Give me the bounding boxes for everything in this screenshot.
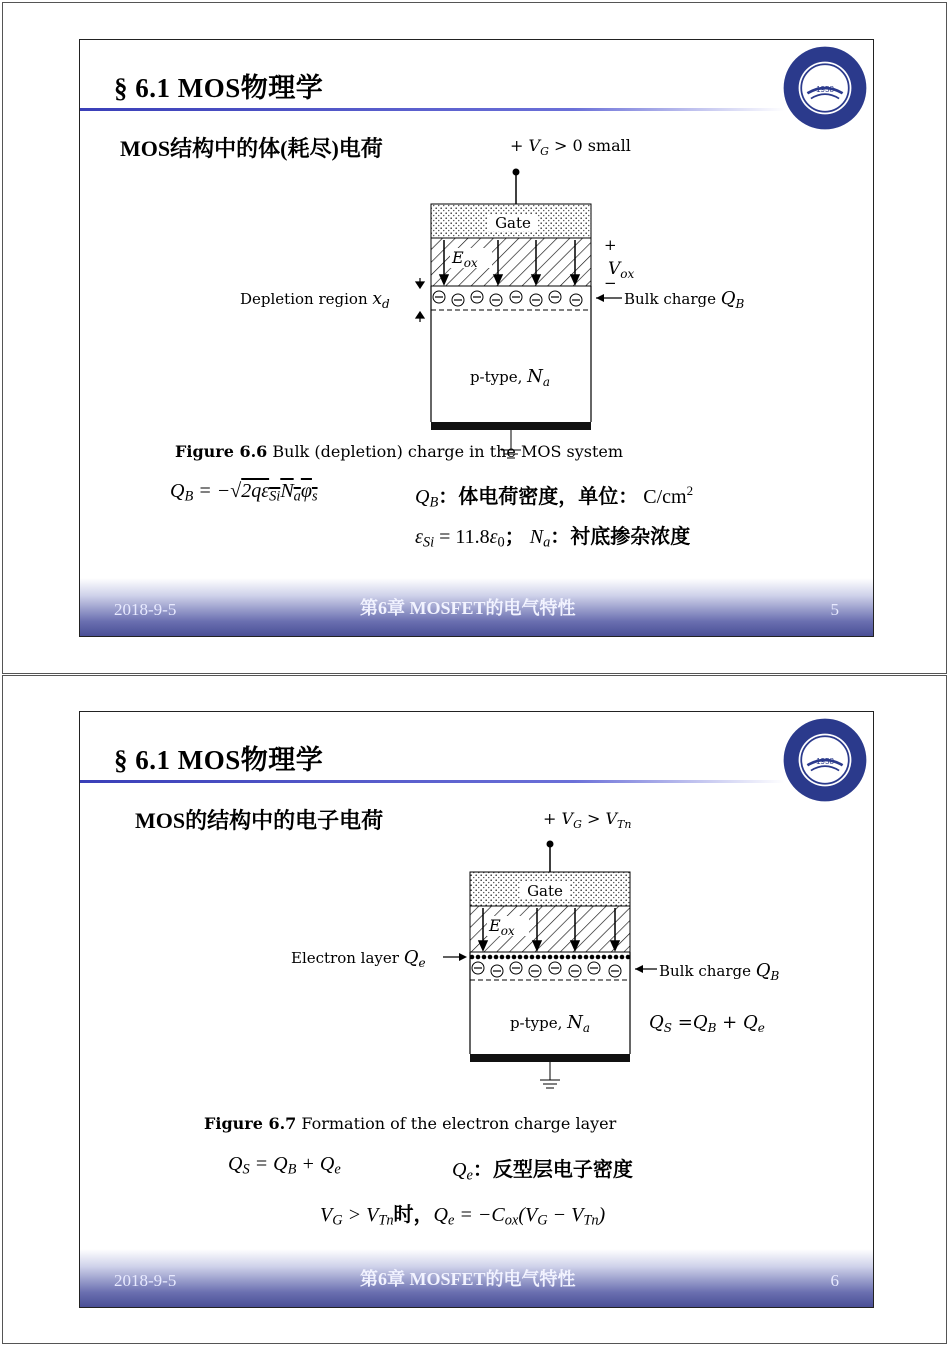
- electron-dot: [488, 955, 493, 960]
- electron-dot: [614, 955, 619, 960]
- equation-qb: $Q_B = -√2q\varepsilon_{Si}N_a\varphi_s$: [170, 480, 318, 505]
- electron-dot: [620, 955, 625, 960]
- equation-qs: $Q_S = Q_B + Q_e$: [228, 1153, 341, 1178]
- vox-label: $V_{ox}$: [608, 259, 635, 281]
- gate-voltage-label: + $V_G > V_{Tn}$: [543, 809, 632, 831]
- mos-electron-layer-figure: [275, 804, 835, 1124]
- slide-5: [79, 39, 874, 637]
- bulk-charge-label: Bulk charge $Q_B$: [659, 960, 780, 983]
- page-sheet-1: [2, 2, 947, 674]
- electron-dot: [536, 955, 541, 960]
- electron-dot: [476, 955, 481, 960]
- bulk-charge-label: Bulk charge $Q_B$: [624, 288, 745, 311]
- electron-dot: [578, 955, 583, 960]
- depletion-region-label: Depletion region $x_d$: [240, 289, 390, 311]
- footer-page-number: 5: [830, 600, 839, 619]
- footer-date: 2018-9-5: [114, 1271, 177, 1290]
- electron-dot: [584, 955, 589, 960]
- svg-text:+: +: [604, 236, 617, 254]
- mos-depletion-figure: [230, 132, 790, 462]
- university-logo-icon: [781, 716, 869, 804]
- page-sheet-2: [2, 675, 947, 1344]
- eox-label: $E_{ox}$: [489, 916, 515, 938]
- gate-label: Gate: [527, 882, 563, 900]
- slide-subtitle: MOS的结构中的电子电荷: [135, 808, 384, 833]
- electron-dot: [518, 955, 523, 960]
- electron-dot: [560, 955, 565, 960]
- electron-dot: [602, 955, 607, 960]
- eox-label: $E_{ox}$: [452, 248, 478, 270]
- section-title: § 6.1 MOS物理学: [114, 745, 324, 775]
- electron-dot: [566, 955, 571, 960]
- electron-dot: [596, 955, 601, 960]
- footer-date: 2018-9-5: [114, 600, 177, 619]
- slide-footer: [80, 1249, 873, 1307]
- electron-dot: [482, 955, 487, 960]
- substrate-label: p-type, $N_a$: [469, 366, 551, 389]
- note-qb: $Q_B$：体电荷密度，单位： $C/cm^2$: [415, 483, 694, 511]
- qs-relation-label: $Q_S =Q_B + Q_e$: [649, 1012, 765, 1035]
- gate-voltage-label: + $V_G > 0$ small: [510, 136, 631, 158]
- substrate-contact: [431, 422, 591, 430]
- figure-caption: [204, 1114, 616, 1133]
- electron-dot: [506, 955, 511, 960]
- electron-dot: [554, 955, 559, 960]
- electron-dot: [512, 955, 517, 960]
- title-underline: [80, 108, 785, 111]
- electron-dot: [608, 955, 613, 960]
- gate-label: Gate: [495, 214, 531, 232]
- svg-text:−: −: [604, 274, 617, 292]
- electron-layer-label: Electron layer $Q_e$: [291, 947, 426, 970]
- title-underline: [80, 780, 785, 783]
- logo-year: 1958: [816, 85, 834, 94]
- footer-chapter: 第6章 MOSFET的电气特性: [360, 1269, 576, 1289]
- note-esi: $\varepsilon_{Si} = 11.8\varepsilon_0$； $N_a$：衬底掺杂浓度: [415, 526, 691, 551]
- note-qe: $Q_e$：反型层电子密度: [452, 1159, 633, 1184]
- caption-text: Bulk (depletion) charge in the MOS system: [272, 442, 624, 461]
- figure-caption: [175, 442, 623, 461]
- university-logo-icon: [781, 44, 869, 132]
- caption-bold: Figure 6.7: [204, 1114, 297, 1133]
- electron-dot: [548, 955, 553, 960]
- substrate-contact: [470, 1054, 630, 1062]
- footer-page-number: 6: [830, 1271, 839, 1290]
- electron-dot: [530, 955, 535, 960]
- footer-chapter: 第6章 MOSFET的电气特性: [360, 598, 576, 618]
- caption-bold: Figure 6.6: [175, 442, 268, 461]
- logo-year: 1958: [816, 757, 834, 766]
- slide-6: [79, 711, 874, 1308]
- caption-text: Formation of the electron charge layer: [301, 1114, 617, 1133]
- slide-subtitle: MOS结构中的体(耗尽)电荷: [120, 136, 383, 161]
- electron-dot: [542, 955, 547, 960]
- section-title: § 6.1 MOS物理学: [114, 73, 324, 103]
- electron-dot: [524, 955, 529, 960]
- equation-qe: $V_G > V_{Tn}$时，$Q_e = -C_{ox}(V_G - V_{Tn})$: [320, 1204, 606, 1229]
- electron-dot: [590, 955, 595, 960]
- electron-dot: [494, 955, 499, 960]
- substrate-label: p-type, $N_a$: [509, 1012, 591, 1035]
- electron-dot: [500, 955, 505, 960]
- electron-dot: [572, 955, 577, 960]
- slide-footer: [80, 578, 873, 636]
